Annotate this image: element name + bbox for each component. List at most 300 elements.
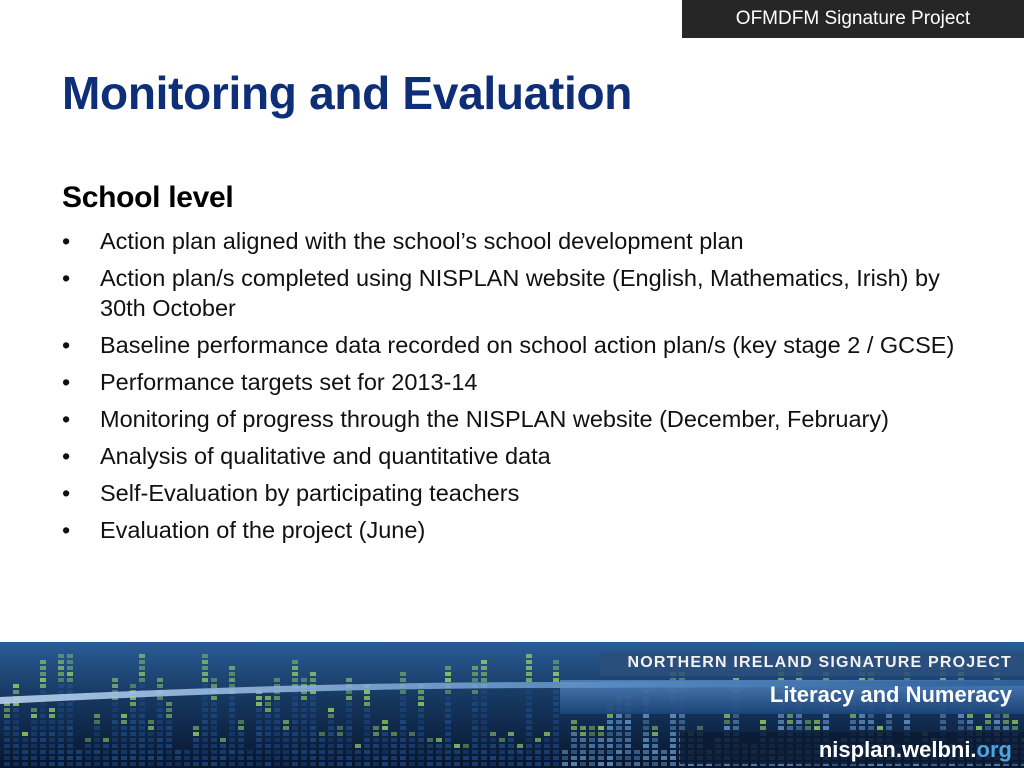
equalizer-segment xyxy=(544,762,550,766)
equalizer-segment xyxy=(472,690,478,694)
equalizer-segment xyxy=(13,708,19,712)
bullet-text: Baseline performance data recorded on school action plan/s (key stage 2 / GCSE) xyxy=(100,332,955,358)
equalizer-segment xyxy=(571,726,577,730)
equalizer-segment xyxy=(625,714,631,718)
equalizer-segment xyxy=(202,678,208,682)
equalizer-segment xyxy=(40,708,46,712)
equalizer-segment xyxy=(364,738,370,742)
equalizer-segment xyxy=(94,720,100,724)
equalizer-segment xyxy=(238,726,244,730)
equalizer-segment xyxy=(202,756,208,760)
equalizer-segment xyxy=(31,750,37,754)
equalizer-segment xyxy=(58,678,64,682)
equalizer-segment xyxy=(580,756,586,760)
equalizer-segment xyxy=(211,738,217,742)
equalizer-segment xyxy=(526,744,532,748)
equalizer-segment xyxy=(625,762,631,766)
equalizer-segment xyxy=(211,714,217,718)
equalizer-segment xyxy=(418,732,424,736)
equalizer-segment xyxy=(544,750,550,754)
equalizer-segment xyxy=(526,678,532,682)
equalizer-segment xyxy=(526,666,532,670)
equalizer-segment xyxy=(256,696,262,700)
equalizer-segment xyxy=(202,684,208,688)
equalizer-segment xyxy=(778,726,784,730)
equalizer-segment xyxy=(49,738,55,742)
equalizer-segment xyxy=(481,696,487,700)
equalizer-segment xyxy=(166,750,172,754)
equalizer-segment xyxy=(67,714,73,718)
equalizer-segment xyxy=(643,744,649,748)
equalizer-segment xyxy=(67,678,73,682)
equalizer-segment xyxy=(139,756,145,760)
equalizer-segment xyxy=(256,726,262,730)
equalizer-segment xyxy=(427,738,433,742)
equalizer-segment xyxy=(13,732,19,736)
equalizer-segment xyxy=(283,750,289,754)
equalizer-segment xyxy=(418,750,424,754)
equalizer-segment xyxy=(652,750,658,754)
equalizer-segment xyxy=(373,744,379,748)
banner-url-main: nisplan.welbni. xyxy=(818,737,977,762)
equalizer-segment xyxy=(571,744,577,748)
equalizer-segment xyxy=(535,762,541,766)
equalizer-segment xyxy=(607,726,613,730)
equalizer-segment xyxy=(4,738,10,742)
equalizer-segment xyxy=(265,702,271,706)
equalizer-segment xyxy=(319,756,325,760)
equalizer-segment xyxy=(229,678,235,682)
equalizer-segment xyxy=(274,732,280,736)
equalizer-segment xyxy=(211,678,217,682)
equalizer-segment xyxy=(67,672,73,676)
banner-url xyxy=(819,737,1012,763)
equalizer-segment xyxy=(139,720,145,724)
equalizer-segment xyxy=(616,714,622,718)
footer-banner xyxy=(0,642,1024,768)
equalizer-segment xyxy=(229,732,235,736)
equalizer-segment xyxy=(445,678,451,682)
equalizer-segment xyxy=(58,726,64,730)
equalizer-segment xyxy=(391,762,397,766)
equalizer-segment xyxy=(886,726,892,730)
equalizer-segment xyxy=(850,714,856,718)
equalizer-segment xyxy=(355,756,361,760)
equalizer-segment xyxy=(445,708,451,712)
equalizer-segment xyxy=(985,720,991,724)
equalizer-segment xyxy=(418,738,424,742)
equalizer-segment xyxy=(643,720,649,724)
bullet-icon: • xyxy=(62,406,71,432)
equalizer-segment xyxy=(337,750,343,754)
equalizer-segment xyxy=(445,726,451,730)
equalizer-segment xyxy=(220,738,226,742)
equalizer-segment xyxy=(616,756,622,760)
equalizer-segment xyxy=(202,660,208,664)
equalizer-segment xyxy=(481,672,487,676)
equalizer-segment xyxy=(724,726,730,730)
equalizer-segment xyxy=(625,744,631,748)
equalizer-segment xyxy=(49,732,55,736)
equalizer-segment xyxy=(364,690,370,694)
equalizer-segment xyxy=(526,714,532,718)
equalizer-segment xyxy=(265,732,271,736)
equalizer-segment xyxy=(202,738,208,742)
equalizer-segment xyxy=(283,720,289,724)
equalizer-segment xyxy=(310,744,316,748)
equalizer-segment xyxy=(976,726,982,730)
equalizer-segment xyxy=(238,744,244,748)
equalizer-segment xyxy=(256,708,262,712)
equalizer-segment xyxy=(787,720,793,724)
equalizer-segment xyxy=(823,726,829,730)
equalizer-segment xyxy=(139,738,145,742)
equalizer-segment xyxy=(301,714,307,718)
equalizer-segment xyxy=(139,750,145,754)
equalizer-segment xyxy=(733,726,739,730)
equalizer-segment xyxy=(400,732,406,736)
equalizer-segment xyxy=(130,756,136,760)
equalizer-segment xyxy=(67,732,73,736)
equalizer-segment xyxy=(265,696,271,700)
equalizer-segment xyxy=(139,666,145,670)
equalizer-segment xyxy=(13,720,19,724)
equalizer-segment xyxy=(346,738,352,742)
equalizer-segment xyxy=(643,732,649,736)
equalizer-segment xyxy=(94,714,100,718)
equalizer-segment xyxy=(625,738,631,742)
equalizer-segment xyxy=(409,750,415,754)
equalizer-segment xyxy=(634,762,640,766)
equalizer-segment xyxy=(310,732,316,736)
equalizer-segment xyxy=(265,708,271,712)
equalizer-segment xyxy=(346,690,352,694)
equalizer-segment xyxy=(40,732,46,736)
equalizer-segment xyxy=(814,720,820,724)
equalizer-segment xyxy=(373,738,379,742)
equalizer-segment xyxy=(472,672,478,676)
equalizer-segment xyxy=(526,702,532,706)
equalizer-segment xyxy=(328,714,334,718)
equalizer-segment xyxy=(436,744,442,748)
equalizer-segment xyxy=(526,720,532,724)
equalizer-segment xyxy=(625,750,631,754)
equalizer-segment xyxy=(40,660,46,664)
equalizer-segment xyxy=(229,666,235,670)
equalizer-segment xyxy=(58,684,64,688)
equalizer-segment xyxy=(346,678,352,682)
equalizer-segment xyxy=(40,678,46,682)
equalizer-segment xyxy=(238,738,244,742)
equalizer-segment xyxy=(229,714,235,718)
equalizer-segment xyxy=(148,756,154,760)
equalizer-segment xyxy=(364,708,370,712)
equalizer-segment xyxy=(130,738,136,742)
equalizer-segment xyxy=(220,750,226,754)
equalizer-segment xyxy=(139,714,145,718)
equalizer-segment xyxy=(58,654,64,658)
equalizer-segment xyxy=(112,720,118,724)
equalizer-segment xyxy=(823,720,829,724)
equalizer-segment xyxy=(238,762,244,766)
equalizer-segment xyxy=(112,732,118,736)
equalizer-segment xyxy=(760,726,766,730)
section-heading: School level xyxy=(62,181,234,214)
equalizer-segment xyxy=(292,702,298,706)
equalizer-segment xyxy=(229,744,235,748)
equalizer-segment xyxy=(211,750,217,754)
equalizer-segment xyxy=(139,660,145,664)
equalizer-segment xyxy=(445,762,451,766)
equalizer-segment xyxy=(445,756,451,760)
equalizer-segment xyxy=(40,756,46,760)
equalizer-segment xyxy=(553,702,559,706)
equalizer-segment xyxy=(283,756,289,760)
equalizer-segment xyxy=(373,732,379,736)
equalizer-segment xyxy=(580,726,586,730)
equalizer-segment xyxy=(40,762,46,766)
equalizer-segment xyxy=(148,750,154,754)
equalizer-segment xyxy=(670,762,676,766)
equalizer-segment xyxy=(85,756,91,760)
equalizer-segment xyxy=(292,714,298,718)
equalizer-segment xyxy=(94,750,100,754)
equalizer-segment xyxy=(40,744,46,748)
equalizer-segment xyxy=(58,672,64,676)
equalizer-segment xyxy=(598,750,604,754)
equalizer-segment xyxy=(49,756,55,760)
equalizer-segment xyxy=(31,744,37,748)
equalizer-segment xyxy=(58,714,64,718)
equalizer-segment xyxy=(274,750,280,754)
equalizer-segment xyxy=(598,732,604,736)
equalizer-segment xyxy=(445,744,451,748)
equalizer-segment xyxy=(643,750,649,754)
equalizer-segment xyxy=(454,762,460,766)
equalizer-segment xyxy=(616,744,622,748)
equalizer-segment xyxy=(724,720,730,724)
equalizer-segment xyxy=(112,750,118,754)
bullet-text: Action plan/s completed using NISPLAN website (English, Mathematics, Irish) by 30th October xyxy=(100,265,940,321)
equalizer-segment xyxy=(436,750,442,754)
equalizer-segment xyxy=(292,732,298,736)
equalizer-segment xyxy=(463,762,469,766)
equalizer-segment xyxy=(274,714,280,718)
banner-project-name: NORTHERN IRELAND SIGNATURE PROJECT xyxy=(627,654,1012,671)
equalizer-segment xyxy=(517,744,523,748)
equalizer-segment xyxy=(886,720,892,724)
equalizer-segment xyxy=(211,720,217,724)
equalizer-segment xyxy=(328,720,334,724)
bullet-item xyxy=(62,441,962,471)
equalizer-segment xyxy=(643,756,649,760)
equalizer-segment xyxy=(283,762,289,766)
equalizer-segment xyxy=(436,738,442,742)
equalizer-segment xyxy=(121,762,127,766)
equalizer-segment xyxy=(553,690,559,694)
equalizer-segment xyxy=(481,690,487,694)
equalizer-segment xyxy=(562,762,568,766)
equalizer-segment xyxy=(391,744,397,748)
equalizer-segment xyxy=(283,738,289,742)
equalizer-segment xyxy=(202,744,208,748)
equalizer-segment xyxy=(346,708,352,712)
bullet-icon: • xyxy=(62,332,71,358)
equalizer-segment xyxy=(553,744,559,748)
equalizer-segment xyxy=(589,762,595,766)
equalizer-segment xyxy=(193,762,199,766)
equalizer-segment xyxy=(553,738,559,742)
equalizer-segment xyxy=(31,762,37,766)
equalizer-segment xyxy=(238,732,244,736)
equalizer-segment xyxy=(553,756,559,760)
equalizer-segment xyxy=(94,762,100,766)
equalizer-segment xyxy=(265,744,271,748)
equalizer-segment xyxy=(166,714,172,718)
equalizer-segment xyxy=(814,726,820,730)
equalizer-segment xyxy=(364,756,370,760)
equalizer-segment xyxy=(427,744,433,748)
equalizer-segment xyxy=(112,744,118,748)
equalizer-segment xyxy=(202,654,208,658)
equalizer-segment xyxy=(193,750,199,754)
equalizer-segment xyxy=(616,762,622,766)
equalizer-segment xyxy=(535,750,541,754)
equalizer-segment xyxy=(616,732,622,736)
equalizer-segment xyxy=(130,702,136,706)
equalizer-segment xyxy=(472,714,478,718)
equalizer-segment xyxy=(562,750,568,754)
equalizer-segment xyxy=(139,702,145,706)
equalizer-segment xyxy=(472,756,478,760)
equalizer-segment xyxy=(67,738,73,742)
equalizer-segment xyxy=(13,756,19,760)
equalizer-segment xyxy=(256,720,262,724)
equalizer-segment xyxy=(148,726,154,730)
equalizer-segment xyxy=(652,732,658,736)
equalizer-segment xyxy=(508,732,514,736)
equalizer-segment xyxy=(805,726,811,730)
equalizer-segment xyxy=(994,714,1000,718)
equalizer-segment xyxy=(301,696,307,700)
equalizer-segment xyxy=(328,762,334,766)
equalizer-segment xyxy=(481,762,487,766)
equalizer-segment xyxy=(202,714,208,718)
equalizer-segment xyxy=(202,708,208,712)
equalizer-segment xyxy=(598,744,604,748)
equalizer-segment xyxy=(58,750,64,754)
equalizer-segment xyxy=(139,678,145,682)
equalizer-segment xyxy=(481,732,487,736)
equalizer-segment xyxy=(13,744,19,748)
equalizer-segment xyxy=(445,720,451,724)
equalizer-segment xyxy=(202,762,208,766)
equalizer-segment xyxy=(292,696,298,700)
equalizer-segment xyxy=(481,744,487,748)
equalizer-segment xyxy=(472,702,478,706)
equalizer-segment xyxy=(571,762,577,766)
equalizer-segment xyxy=(193,732,199,736)
equalizer-segment xyxy=(373,750,379,754)
equalizer-segment xyxy=(76,750,82,754)
bullet-item xyxy=(62,263,962,323)
equalizer-segment xyxy=(49,762,55,766)
equalizer-segment xyxy=(301,750,307,754)
equalizer-segment xyxy=(670,756,676,760)
equalizer-segment xyxy=(346,750,352,754)
equalizer-segment xyxy=(274,720,280,724)
equalizer-segment xyxy=(643,714,649,718)
equalizer-segment xyxy=(31,738,37,742)
equalizer-segment xyxy=(256,750,262,754)
equalizer-segment xyxy=(652,762,658,766)
equalizer-segment xyxy=(328,726,334,730)
equalizer-segment xyxy=(382,756,388,760)
equalizer-segment xyxy=(157,708,163,712)
equalizer-segment xyxy=(418,696,424,700)
equalizer-segment xyxy=(868,720,874,724)
equalizer-segment xyxy=(589,750,595,754)
equalizer-segment xyxy=(580,738,586,742)
equalizer-segment xyxy=(472,732,478,736)
equalizer-segment xyxy=(661,762,667,766)
equalizer-segment xyxy=(418,726,424,730)
equalizer-segment xyxy=(40,750,46,754)
equalizer-segment xyxy=(382,732,388,736)
equalizer-segment xyxy=(202,666,208,670)
equalizer-segment xyxy=(157,762,163,766)
equalizer-segment xyxy=(274,678,280,682)
equalizer-segment xyxy=(157,702,163,706)
equalizer-segment xyxy=(76,762,82,766)
equalizer-segment xyxy=(4,744,10,748)
equalizer-segment xyxy=(400,714,406,718)
equalizer-segment xyxy=(400,738,406,742)
equalizer-segment xyxy=(67,744,73,748)
bullet-text: Self-Evaluation by participating teachers xyxy=(100,480,520,506)
equalizer-segment xyxy=(598,756,604,760)
equalizer-segment xyxy=(301,744,307,748)
equalizer-segment xyxy=(256,762,262,766)
equalizer-segment xyxy=(157,750,163,754)
equalizer-segment xyxy=(328,756,334,760)
equalizer-segment xyxy=(553,660,559,664)
equalizer-segment xyxy=(571,738,577,742)
equalizer-segment xyxy=(265,762,271,766)
equalizer-segment xyxy=(67,762,73,766)
bullet-icon: • xyxy=(62,443,71,469)
equalizer-segment xyxy=(400,750,406,754)
equalizer-segment xyxy=(49,726,55,730)
equalizer-segment xyxy=(274,726,280,730)
equalizer-segment xyxy=(337,756,343,760)
equalizer-segment xyxy=(292,762,298,766)
equalizer-segment xyxy=(301,738,307,742)
equalizer-segment xyxy=(670,720,676,724)
equalizer-segment xyxy=(184,762,190,766)
equalizer-segment xyxy=(607,720,613,724)
equalizer-segment xyxy=(22,738,28,742)
equalizer-segment xyxy=(166,744,172,748)
equalizer-segment xyxy=(4,726,10,730)
equalizer-segment xyxy=(211,708,217,712)
equalizer-segment xyxy=(679,720,685,724)
equalizer-segment xyxy=(526,690,532,694)
equalizer-segment xyxy=(481,738,487,742)
equalizer-segment xyxy=(346,714,352,718)
equalizer-segment xyxy=(283,726,289,730)
equalizer-segment xyxy=(571,720,577,724)
